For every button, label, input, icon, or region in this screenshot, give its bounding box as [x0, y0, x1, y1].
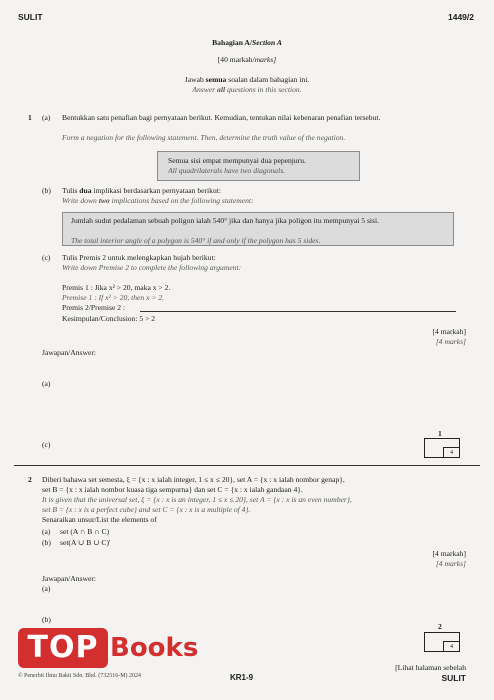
q1c-premise1-en: Premise 1 : If x² > 20, then x > 2. [62, 293, 165, 302]
q1-number: 1 [28, 113, 32, 122]
q1c-text-ms: Tulis Premis 2 untuk melengkapkan hujah berikut: [62, 253, 216, 262]
section-marks-ms: [40 markah/ [217, 55, 255, 64]
topbooks-logo [18, 628, 208, 668]
q1b-en-a: Write down [62, 196, 99, 205]
q1c-premise2-line [140, 311, 456, 312]
q1b-ms-b: dua [79, 186, 92, 195]
logo-books: Books [110, 633, 199, 663]
q1-answer-label [42, 348, 96, 358]
section-title-en: Section A [252, 38, 282, 47]
instr-en-a: Answer [192, 85, 218, 94]
q1c-premise1-ms: Premis 1 : Jika x² > 20, maka x > 2. [62, 283, 171, 292]
q1a-box-ms: Semua sisi empat mempunyai dua pepenjuru. [168, 156, 306, 165]
q1a-box-en: All quadrilaterals have two diagonals. [168, 166, 286, 175]
q2b-text: set(A ∪ B ∪ C)' [60, 538, 111, 547]
q2-line5: Senaraikan unsur/List the elements of [42, 515, 157, 524]
q1b-text-en [62, 196, 254, 206]
q1c-text-en: Write down Premise 2 to complete the following argument: [62, 263, 242, 272]
q2-mark-box [424, 632, 460, 652]
q1b-text-ms [62, 186, 221, 196]
q2-marks-en: [4 marks] [435, 559, 466, 568]
footer-code: KR1-9 [230, 673, 254, 682]
q1-jawapan: Jawapan/Answer: [42, 348, 96, 357]
footer-sulit: SULIT [441, 673, 466, 683]
q1c-label: (c) [42, 253, 51, 262]
q1-answer-a: (a) [42, 379, 51, 388]
q1-marks-ms: [4 markah] [432, 327, 466, 336]
q2b-label: (b) [42, 538, 51, 547]
instr-ms-c: soalan dalam bahagian ini. [226, 75, 310, 84]
q1b-en-b: two [98, 196, 110, 205]
instr-ms-b: semua [205, 75, 227, 84]
q1b-label: (b) [42, 186, 51, 195]
q1c-conclusion: Kesimpulan/Conclusion: 5 > 2 [62, 314, 156, 323]
q2-line1: Diberi bahawa set semesta, ξ = {x : x ialah integer, 1 ≤ x ≤ 20}, set A = {x : x ialah nombor genap}, [42, 475, 345, 484]
q2-mark-score: 4 [443, 641, 460, 652]
q2-line4: set B = {x : x is a perfect cube} and set C = {x : x is a multiple of 4}. [42, 505, 251, 514]
q1a-text-en: Form a negation for the following statement. Then, determine the truth value of the negation. [62, 133, 346, 142]
q1a-label: (a) [42, 113, 51, 122]
logo-top: TOP [18, 628, 108, 668]
q1b-box-en: The total interior angle of a polygon is 540° if and only if the polygon has 5 sides. [71, 236, 321, 245]
question-separator [14, 465, 480, 466]
q2-marks-ms: [4 markah] [432, 549, 466, 558]
q1a-text-ms: Bentukkan satu penafian bagi pernyataan berikut. Kemudian, tentukan nilai kebenaran penafian tersebut. [62, 113, 381, 122]
header-sulit: SULIT [18, 12, 43, 22]
q2a-label: (a) [42, 527, 51, 536]
q2a-text: set (A ∩ B ∩ C) [60, 527, 110, 536]
footer-copyright: © Penerbit Ilmu Bakti Sdn. Bhd. (732516-M) 2024 [18, 673, 142, 679]
q1a-statement-box [157, 151, 360, 181]
q2-answer-b: (b) [42, 615, 51, 624]
q1b-ms-a: Tulis [62, 186, 80, 195]
q2-line2: set B = {x : x ialah nombor kuasa tiga sempurna} dan set C = {x : x ialah gandaan 4}. [42, 485, 303, 494]
q2-box-number: 2 [438, 622, 442, 631]
section-marks-en: marks] [254, 55, 277, 64]
q1-mark-box [424, 438, 460, 458]
instr-ms-a: Jawab [184, 75, 206, 84]
section-title [0, 38, 494, 48]
q2-number: 2 [28, 475, 32, 484]
q1-box-number: 1 [438, 429, 442, 438]
section-marks [0, 55, 494, 65]
q1b-en-c: implications based on the following statement: [109, 196, 254, 205]
q1-marks-en: [4 marks] [435, 337, 466, 346]
q2-answer-label: Jawapan/Answer: [42, 574, 96, 583]
q1-answer-c: (c) [42, 440, 51, 449]
q1b-ms-c: implikasi berdasarkan pernyataan berikut: [91, 186, 221, 195]
section-title-ms: Bahagian A/ [212, 38, 252, 47]
instr-en-b: all [217, 85, 226, 94]
q1-mark-score: 4 [443, 447, 460, 458]
q1c-premise2: Premis 2/Premise 2 : [62, 303, 126, 312]
q2-line3: It is given that the universal set, ξ = {x : x is an integer, 1 ≤ x ≤ 20}, set A = {x : x is an even number}, [42, 495, 352, 504]
header-code: 1449/2 [448, 12, 474, 22]
q1b-statement-box [62, 212, 454, 246]
footer-next-page: [Lihat halaman sebelah [395, 663, 466, 672]
q2-answer-a: (a) [42, 584, 51, 593]
instr-en-c: questions in this section. [225, 85, 302, 94]
q1b-box-ms: Jumlah sudut pedalaman sebuah poligon ialah 540° jika dan hanya jika poligon itu mempunyai 5 sisi. [71, 216, 379, 225]
section-instruction-ms [0, 75, 494, 85]
section-instruction-en [0, 85, 494, 95]
